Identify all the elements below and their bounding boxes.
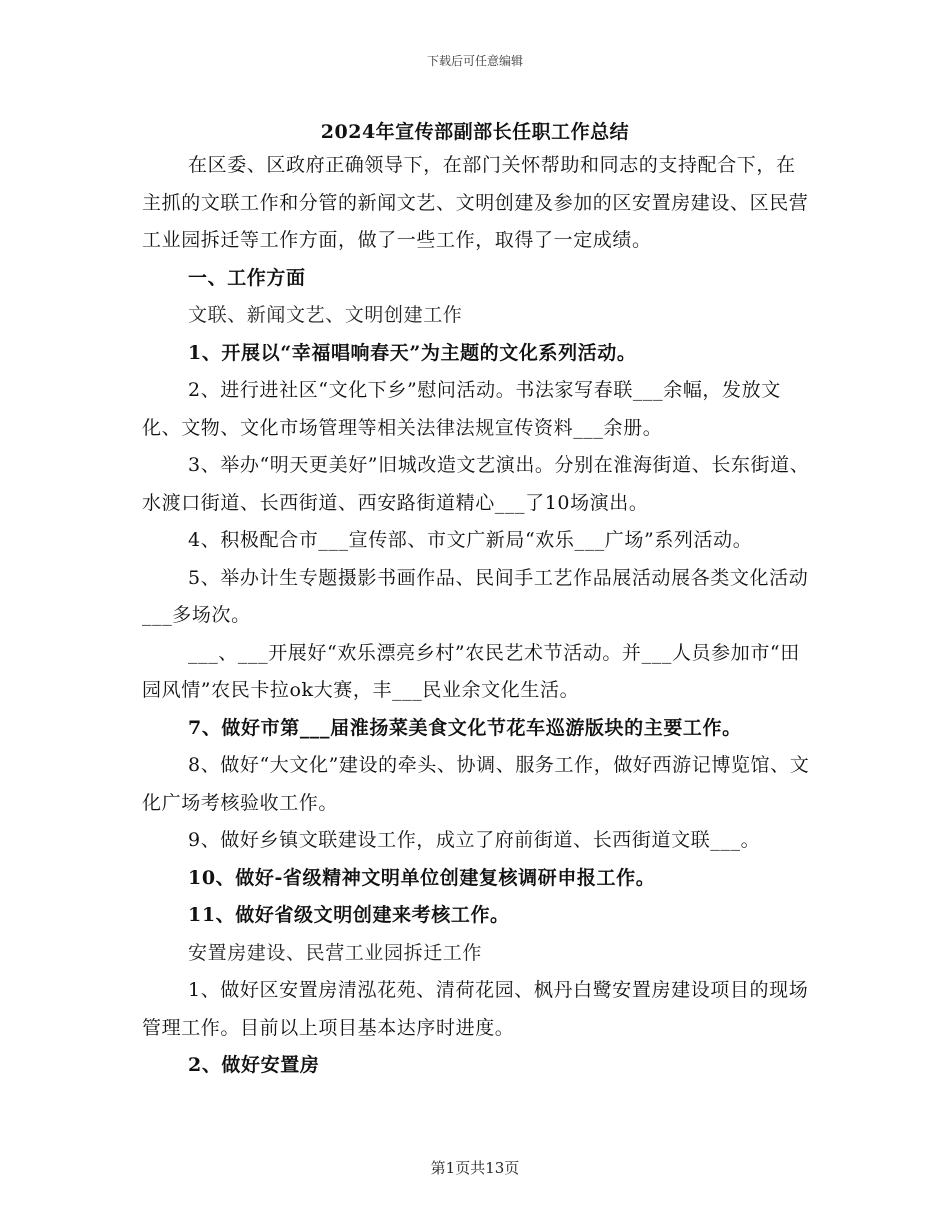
- list-item: 3、举办“明天更美好”旧城改造文艺演出。分别在淮海街道、长东街道、水渡口街道、长西街道、西安路街道精心___了10场演出。: [142, 454, 810, 514]
- document-body: [142, 147, 812, 1085]
- list-item: 2、做好安置房: [188, 1054, 320, 1076]
- subsection-heading: 文联、新闻文艺、文明创建工作: [188, 304, 463, 326]
- subsection-heading: 安置房建设、民营工业园拆迁工作: [188, 941, 483, 964]
- list-item: 11、做好省级文明创建来考核工作。: [188, 904, 510, 926]
- list-item: 8、做好“大文化”建设的牵头、协调、服务工作，做好西游记博览馆、文化广场考核验收工作。: [142, 754, 810, 814]
- section-heading: 一、工作方面: [188, 266, 306, 289]
- list-item: 9、做好乡镇文联建设工作，成立了府前街道、长西街道文联___。: [188, 829, 761, 851]
- page-footer: 第1页共13页: [430, 1159, 520, 1177]
- list-item: 1、做好区安置房清泓花苑、清荷花园、枫丹白鹭安置房建设项目的现场管理工作。目前以上项目基本达序时进度。: [142, 979, 809, 1039]
- header-note: 下载后可任意编辑: [426, 54, 523, 68]
- list-item: 1、开展以“幸福唱响春天”为主题的文化系列活动。: [188, 341, 637, 364]
- list-item: 7、做好市第___届淮扬菜美食文化节花车巡游版块的主要工作。: [188, 716, 742, 739]
- document-title: 2024年宣传部副部长任职工作总结: [320, 121, 630, 143]
- list-item: 5、举办计生专题摄影书画作品、民间手工艺作品展活动展各类文化活动___多场次。: [142, 566, 809, 626]
- list-item: ___、___开展好“欢乐漂亮乡村”农民艺术节活动。并___人员参加市“田园风情”农民卡拉ok大赛，丰___民业余文化生活。: [142, 641, 800, 701]
- list-item: 4、积极配合市___宣传部、市文广新局“欢乐___广场”系列活动。: [188, 529, 753, 551]
- list-item: 2、进行进社区“文化下乡”慰问活动。书法家写春联___余幅，发放文化、文物、文化市场管理等相关法律法规宣传资料___余册。: [142, 379, 781, 439]
- list-item: 10、做好-省级精神文明单位创建复核调研申报工作。: [188, 866, 656, 889]
- paragraph-intro: 在区委、区政府正确领导下，在部门关怀帮助和同志的支持配合下，在主抓的文联工作和分管的新闻文艺、文明创建及参加的区安置房建设、区民营工业园拆迁等工作方面，做了一些工作，取得了一定成绩。: [142, 154, 809, 251]
